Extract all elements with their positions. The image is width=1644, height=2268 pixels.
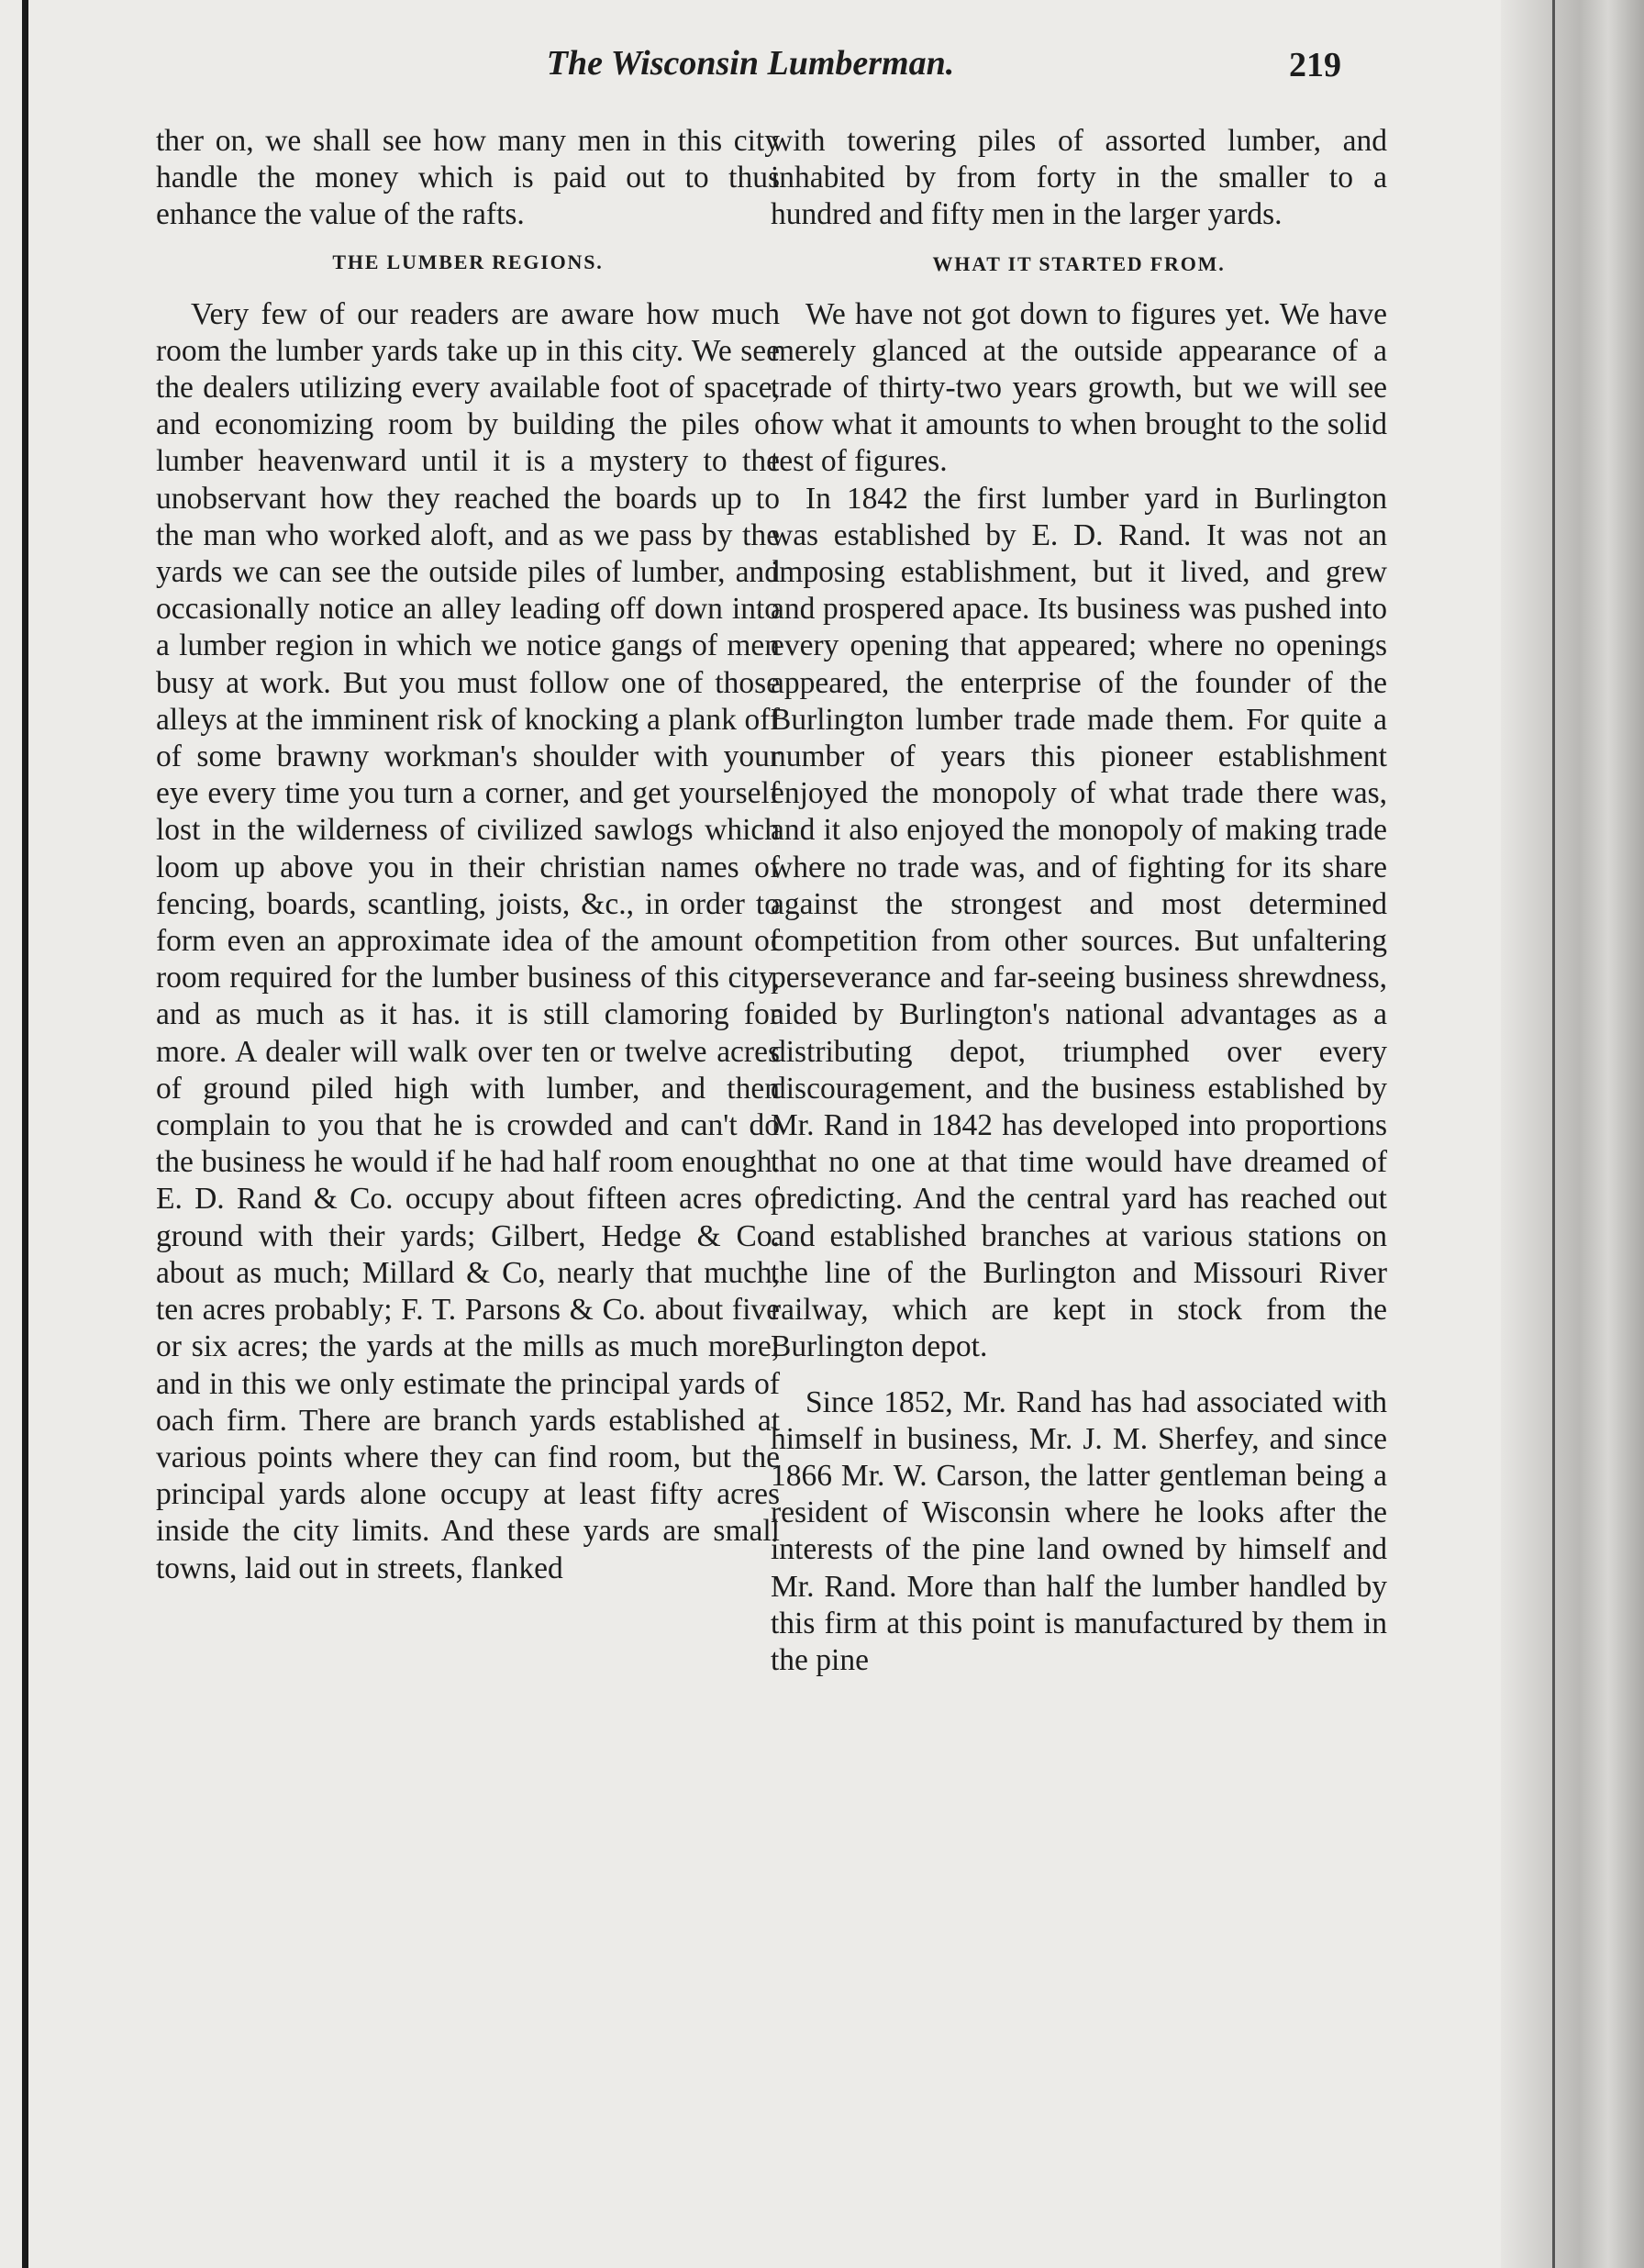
right-column [771,123,1387,1679]
binding-line [1552,0,1555,2268]
paragraph-gap [771,1366,1387,1384]
paragraph-1852: Since 1852, Mr. Rand has had associated with himself in business, Mr. J. M. Sherfey, and since 1866 Mr. W. Carson, the latter gentleman being a resident of Wisconsin where he looks after the interests of the pine land owned by himself and Mr. Rand. More than half the lumber handled by this firm at this point is manufactured by them in the pine [771,1384,1387,1677]
page-edge-rule [22,0,28,2268]
binding-gutter [1501,0,1644,2268]
running-title: The Wisconsin Lumberman. [546,44,955,83]
section-heading-lumber-regions: THE LUMBER REGIONS. [332,250,604,273]
continuation-paragraph: with towering piles of assorted lumber, and inhabited by from forty in the smaller to a hundred and fifty men in the larger yards. [771,124,1387,232]
left-column [156,123,780,1587]
opening-paragraph: ther on, we shall see how many men in this city handle the money which is paid out to thus enhance the value of the rafts. [156,124,780,232]
body-paragraph: Very few of our readers are aware how much room the lumber yards take up in this city. We see the dealers utilizing every available foot of space, and economizing room by building the piles of lumber heavenward until it is a mystery to the unobservant how they reached the boards up to the man who worked aloft, and as we pass by the yards we can see the outside piles of lumber, and occasionally notice an alley leading off down into a lumber region in which we notice gangs of men busy at work. But you must follow one of those alleys at the imminent risk of knocking a plank off of some brawny workman's shoulder with your eye every time you turn a corner, and get yourself lost in the wilderness of civilized sawlogs which loom up above you in their christian names of fencing, boards, scantling, joists, &c., in order to form even an approximate idea of the amount of room required for the lumber business of this city, and as much as it has. it is still clamoring for more. A dealer will walk over ten or twelve acres of ground piled high with lumber, and then complain to you that he is crowded and can't do the business he would if he had half room enough. E. D. Rand & Co. occupy about fifteen acres of ground with their yards; Gilbert, Hedge & Co. about as much; Millard & Co, nearly that much, ten acres probably; F. T. Parsons & Co. about five or six acres; the yards at the mills as much more; and in this we only estimate the principal yards of oach firm. There are branch yards established at various points where they can find room, but the principal yards alone occupy at least fifty acres inside the city limits. And these yards are small towns, laid out in streets, flanked [156,296,780,1585]
section-heading-what-it-started-from: WHAT IT STARTED FROM. [932,251,1226,275]
paragraph-figures: We have not got down to figures yet. We have merely glanced at the outside appearance of a trade of thirty-two years growth, but we will see now what it amounts to when brought to the solid test of figures. [771,296,1387,479]
page-number: 219 [1289,46,1341,84]
paragraph-1842: In 1842 the first lumber yard in Burlington was established by E. D. Rand. It was not an imposing establishment, but it lived, and grew and prospered apace. Its business was pushed into every opening that appeared; where no openings appeared, the enterprise of the founder of the Burlington lumber trade made them. For quite a number of years this pioneer establishment enjoyed the monopoly of what trade there was, and it also enjoyed the monopoly of making trade where no trade was, and of fighting for its share against the strongest and most determined competition from other sources. But unfaltering perseverance and far-seeing business shrewdness, aided by Burlington's national advantages as a distributing depot, triumphed over every discouragement, and the business established by Mr. Rand in 1842 has developed into proportions that no one at that time would have dreamed of predicting. And the central yard has reached out and established branches at various stations on the line of the Burlington and Missouri River railway, which are kept in stock from the Burlington depot. [771,481,1387,1364]
